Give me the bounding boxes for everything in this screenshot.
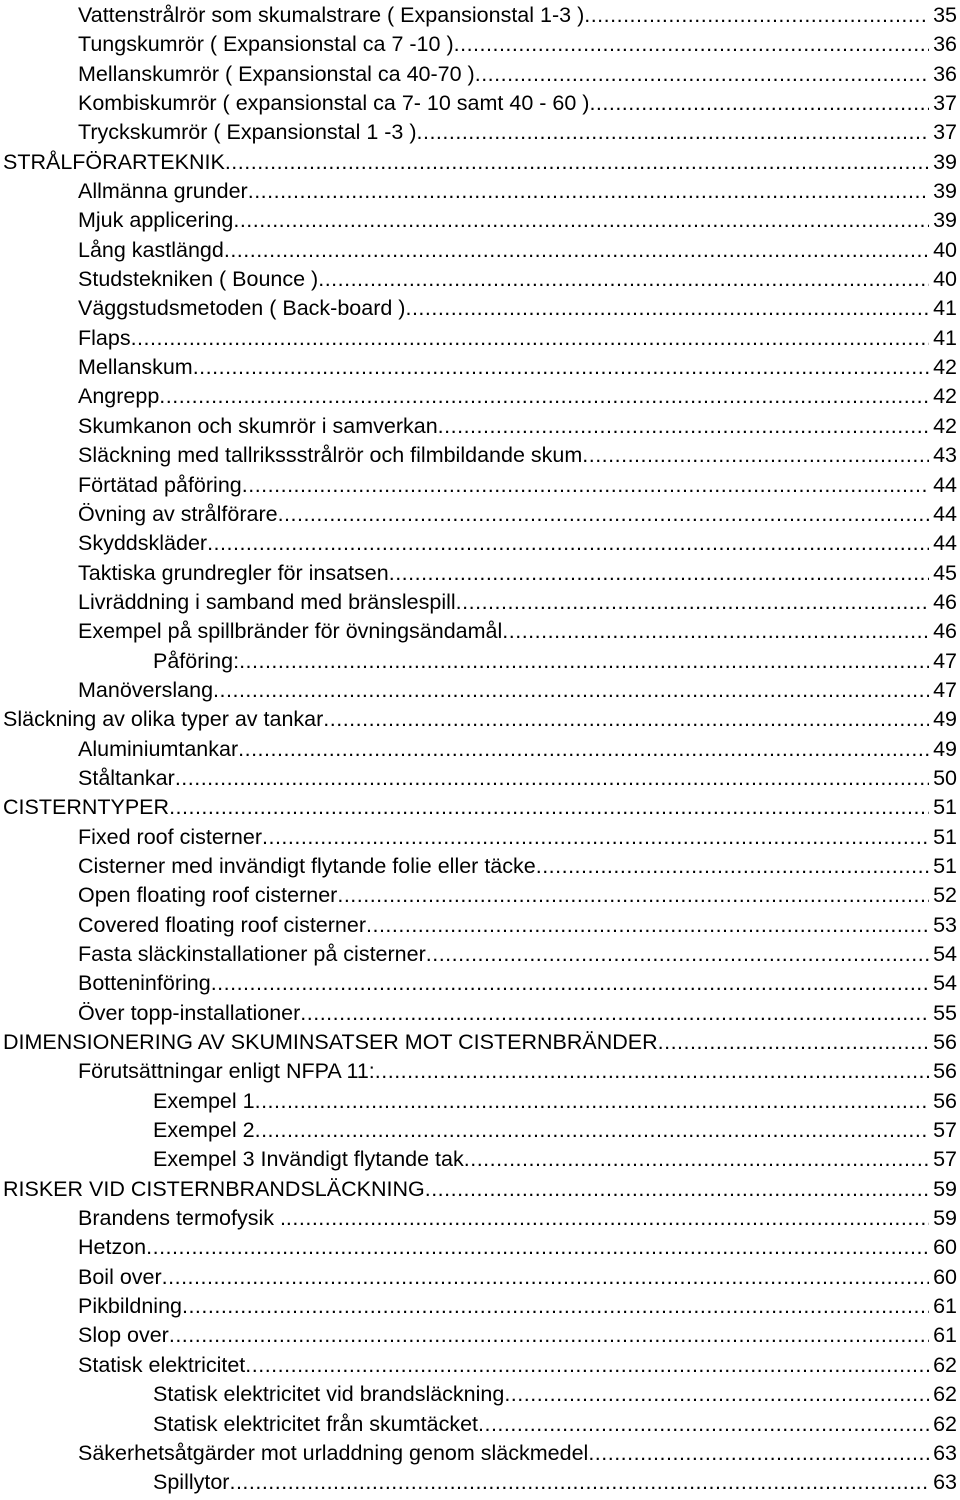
dot-leader [245,1351,929,1380]
toc-entry[interactable] [0,1,960,30]
toc-entry[interactable] [0,441,960,470]
toc-entry-title: Exempel 3 Invändigt flytande tak [153,1147,464,1172]
dot-leader [211,969,929,998]
dot-leader [425,1175,929,1204]
toc-entry[interactable] [0,1410,960,1439]
toc-entry-page-number: 62 [933,1352,957,1377]
toc-entry-page-number: 49 [933,707,957,732]
toc-entry[interactable] [0,324,960,353]
toc-entry-title: Mellanskum [78,355,193,380]
toc-entry[interactable] [0,500,960,529]
dot-leader [417,118,930,147]
toc-entry[interactable] [0,529,960,558]
toc-entry-title: Fasta släckinstallationer på cisterner [78,942,426,966]
toc-entry[interactable] [0,1468,960,1497]
dot-leader [502,617,929,646]
toc-entry-page-number: 63 [933,1470,957,1495]
dot-leader [584,1,929,30]
dot-leader [175,764,929,793]
toc-entry[interactable] [0,236,960,265]
toc-entry[interactable] [0,735,960,764]
dot-leader [278,500,930,529]
toc-entry-title: Skumkanon och skumrör i samverkan [78,413,438,438]
toc-entry-page-number: 51 [933,824,957,849]
dot-leader [225,148,929,177]
dot-leader [426,940,929,969]
toc-entry-title: Förtätad påföring [78,472,242,497]
dot-leader [255,1087,929,1116]
toc-entry-title: Taktiska grundregler för insatsen [78,560,389,585]
toc-entry-title: Covered floating roof cisterner [78,912,367,937]
dot-leader [224,236,929,265]
dot-leader [182,1292,929,1321]
dot-leader [239,647,929,676]
toc-entry-page-number: 54 [933,942,957,966]
toc-entry[interactable] [0,1028,960,1057]
toc-entry[interactable] [0,1087,960,1116]
toc-entry[interactable] [0,1145,960,1174]
toc-entry[interactable] [0,793,960,822]
toc-entry[interactable] [0,852,960,881]
toc-entry[interactable] [0,588,960,617]
dot-leader [318,265,929,294]
toc-entry[interactable] [0,1292,960,1321]
toc-entry-page-number: 37 [933,120,957,145]
dot-leader [589,89,929,118]
toc-entry-page-number: 37 [933,91,957,116]
dot-leader [146,1233,929,1262]
toc-entry-title: Statisk elektricitet från skumtäcket [153,1411,478,1436]
toc-entry-page-number: 47 [933,648,957,673]
toc-entry-page-number: 39 [933,149,957,174]
dot-leader [213,676,929,705]
toc-entry-page-number: 51 [933,853,957,878]
toc-entry-page-number: 39 [933,179,957,204]
toc-entry[interactable] [0,382,960,411]
toc-entry-page-number: 35 [933,3,957,27]
toc-entry-title: Säkerhetsåtgärder mot urladdning genom släckmedel [78,1440,589,1465]
toc-entry-title: Väggstudsmetoden ( Back-board ) [78,296,406,321]
toc-entry-page-number: 59 [933,1206,957,1231]
toc-entry[interactable] [0,118,960,147]
toc-entry-page-number: 61 [933,1294,957,1319]
toc-entry-title: Tryckskumrör ( Expansionstal 1 -3 ) [78,120,417,145]
toc-entry-title: STRÅLFÖRARTEKNIK [3,149,225,174]
toc-entry-title: Övning av strålförare [78,501,278,526]
dot-leader [366,911,929,940]
dot-leader [233,206,929,235]
toc-entry-page-number: 61 [933,1323,957,1348]
toc-entry-title: Över topp-installationer [78,1000,301,1025]
toc-entry-title: Ståltankar [78,765,175,790]
toc-entry-title: Påföring: [153,648,240,673]
toc-entry[interactable] [0,940,960,969]
toc-entry-title: Studstekniken ( Bounce ) [78,267,319,292]
toc-entry-title: Allmänna grunder [78,179,248,204]
toc-entry[interactable] [0,471,960,500]
toc-entry-title: Släckning av olika typer av tankar [3,707,324,732]
toc-entry-title: Livräddning i samband med bränslespill [78,589,456,614]
toc-entry-title: Skyddskläder [78,531,208,556]
dot-leader [504,1380,929,1409]
toc-entry-page-number: 59 [933,1176,957,1201]
toc-entry-page-number: 55 [933,1000,957,1025]
toc-entry-page-number: 36 [933,61,957,86]
toc-entry-page-number: 62 [933,1411,957,1436]
toc-entry[interactable] [0,1116,960,1145]
toc-entry-title: Tungskumrör ( Expansionstal ca 7 -10 ) [78,32,454,57]
toc-entry-title: Lång kastlängd [78,237,224,262]
toc-entry-title: Exempel på spillbränder för övningsändamål [78,619,503,644]
dot-leader [375,1057,929,1086]
toc-entry[interactable] [0,265,960,294]
toc-entry[interactable] [0,647,960,676]
toc-entry-page-number: 42 [933,384,957,409]
dot-leader [238,735,929,764]
dot-leader [464,1145,929,1174]
toc-entry-title: Släckning med tallrikssstrålrör och filmbildande skum [78,443,583,468]
toc-entry-title: Mjuk applicering [78,208,234,233]
toc-entry-title: CISTERNTYPER [3,795,170,820]
dot-leader [456,588,929,617]
dot-leader [262,823,929,852]
toc-entry-page-number: 56 [933,1088,957,1113]
toc-entry-title: Mellanskumrör ( Expansionstal ca 40-70 ) [78,61,475,86]
toc-entry[interactable] [0,1233,960,1262]
toc-entry[interactable] [0,30,960,59]
dot-leader [337,881,929,910]
toc-entry-page-number: 63 [933,1440,957,1465]
toc-entry-page-number: 60 [933,1264,957,1289]
toc-entry-page-number: 50 [933,765,957,790]
toc-entry[interactable] [0,1321,960,1350]
toc-entry-title: Botteninföring [78,971,211,996]
toc-entry-title: Brandens termofysik . [78,1206,286,1231]
toc-entry[interactable] [0,1380,960,1409]
toc-entry-title: Angrepp [78,384,160,409]
dot-leader [536,852,929,881]
toc-entry-title: Exempel 1 [153,1088,255,1113]
dot-leader [478,1410,929,1439]
dot-leader [405,294,929,323]
dot-leader [300,999,929,1028]
toc-entry[interactable] [0,89,960,118]
dot-leader [248,177,929,206]
toc-entry-title: DIMENSIONERING AV SKUMINSATSER MOT CISTERNBRÄNDER [3,1030,658,1055]
toc-entry[interactable] [0,353,960,382]
toc-entry-title: Spillytor [153,1470,230,1495]
toc-entry-title: Aluminiumtankar [78,736,239,761]
toc-entry-page-number: 44 [933,531,957,556]
dot-leader [323,705,929,734]
toc-entry-page-number: 46 [933,589,957,614]
toc-entry[interactable] [0,705,960,734]
toc-entry-page-number: 42 [933,413,957,438]
toc-entry[interactable] [0,1057,960,1086]
toc-entry-page-number: 44 [933,472,957,497]
dot-leader [162,1263,929,1292]
toc-entry-page-number: 47 [933,677,957,702]
toc-entry-title: Open floating roof cisterner [78,883,338,908]
toc-entry-title: Flaps [78,325,131,350]
toc-entry-title: Slop over [78,1323,169,1348]
toc-entry-title: Fixed roof cisterner [78,824,263,849]
toc-entry-page-number: 40 [933,237,957,262]
toc-entry-page-number: 45 [933,560,957,585]
toc-entry-page-number: 57 [933,1147,957,1172]
dot-leader [588,1439,929,1468]
toc-entry-page-number: 36 [933,32,957,57]
dot-leader [131,324,930,353]
toc-entry[interactable] [0,969,960,998]
toc-entry-page-number: 49 [933,736,957,761]
dot-leader [207,529,929,558]
dot-leader [193,353,929,382]
toc-entry[interactable] [0,823,960,852]
toc-entry[interactable] [0,60,960,89]
toc-entry-page-number: 54 [933,971,957,996]
toc-entry-page-number: 60 [933,1235,957,1260]
toc-entry[interactable] [0,1175,960,1204]
dot-leader [438,412,929,441]
toc-entry-page-number: 53 [933,912,957,937]
toc-entry-title: Cisterner med invändigt flytande folie eller täcke [78,853,536,878]
toc-entry[interactable] [0,294,960,323]
dot-leader [229,1468,929,1497]
dot-leader [475,60,929,89]
toc-entry-title: RISKER VID CISTERNBRANDSLÄCKNING [3,1176,425,1201]
toc-entry-title: Hetzon [78,1235,147,1260]
dot-leader [169,1321,929,1350]
toc-entry-page-number: 52 [933,883,957,908]
toc-entry[interactable] [0,1204,960,1233]
dot-leader [582,441,929,470]
toc-entry-page-number: 44 [933,501,957,526]
dot-leader [169,793,929,822]
toc-entry[interactable] [0,764,960,793]
toc-entry-title: Statisk elektricitet vid brandsläckning [153,1382,505,1407]
toc-entry[interactable] [0,676,960,705]
toc-entry-page-number: 46 [933,619,957,644]
toc-entry[interactable] [0,148,960,177]
dot-leader [255,1116,929,1145]
toc-entry-title: Manöverslang [78,677,214,702]
toc-entry[interactable] [0,412,960,441]
dot-leader [454,30,929,59]
toc-entry-title: Exempel 2 [153,1118,255,1143]
toc-entry-title: Förutsättningar enligt NFPA 11: [78,1059,375,1084]
dot-leader [242,471,929,500]
toc-entry-page-number: 42 [933,355,957,380]
toc-entry-title: Boil over [78,1264,162,1289]
toc-entry[interactable] [0,1351,960,1380]
toc-entry[interactable] [0,206,960,235]
toc-entry-page-number: 41 [933,296,957,321]
toc-entry-page-number: 41 [933,325,957,350]
toc-entry-title: Vattenstrålrör som skumalstrare ( Expansionstal 1-3 ) [78,3,585,27]
toc-entry[interactable] [0,177,960,206]
toc-entry-page-number: 40 [933,267,957,292]
toc-entry[interactable] [0,617,960,646]
toc-entry-page-number: 56 [933,1059,957,1084]
dot-leader [286,1204,929,1233]
dot-leader [658,1028,929,1057]
dot-leader [159,382,929,411]
toc-entry[interactable] [0,559,960,588]
toc-entry[interactable] [0,1439,960,1468]
dot-leader [389,559,929,588]
toc-entry[interactable] [0,999,960,1028]
toc-entry[interactable] [0,1263,960,1292]
toc-entry-page-number: 56 [933,1030,957,1055]
toc-entry-page-number: 62 [933,1382,957,1407]
toc-entry-title: Statisk elektricitet [78,1352,246,1377]
toc-entry-page-number: 43 [933,443,957,468]
toc-entry-page-number: 39 [933,208,957,233]
toc-entry-page-number: 57 [933,1118,957,1143]
toc-entry[interactable] [0,881,960,910]
toc-entry[interactable] [0,911,960,940]
toc-entry-title: Kombiskumrör ( expansionstal ca 7- 10 samt 40 - 60 ) [78,91,590,116]
toc-entry-page-number: 51 [933,795,957,820]
toc-entry-title: Pikbildning [78,1294,182,1319]
